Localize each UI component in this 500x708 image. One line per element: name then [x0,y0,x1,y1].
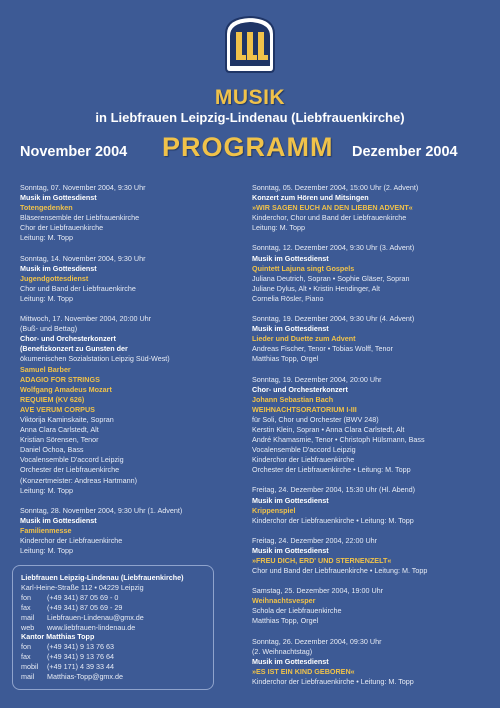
event-type: Musik im Gottesdienst [252,545,329,555]
event-detail: Leitung: M. Topp [20,485,74,495]
event-highlight: Lieder und Duette zum Advent [252,334,356,344]
event-detail: Leitung: M. Topp [252,223,306,233]
event-detail: Kinderchor der Liebfrauenkirche • Leitung: M. Topp [252,515,414,525]
program-heading: PROGRAMM [162,132,334,162]
event-highlight: »WIR SAGEN EUCH AN DEN LIEBEN ADVENT« [252,203,413,213]
contact-value: Matthias-Topp@gmx.de [47,672,124,682]
event-date: (2. Weihnachtstag) [252,646,313,656]
contact-line [21,623,205,633]
event-detail: Viktorija Kaminskaite, Sopran [20,414,114,424]
cantor-contact-lines [21,642,205,682]
right-month: Dezember 2004 [352,144,458,160]
contact-line [21,593,205,603]
contact-value: (+49 341) 9 13 76 63 [47,642,114,652]
event-highlight: Johann Sebastian Bach [252,394,334,404]
december-events [252,183,492,697]
contact-label: fon [21,592,31,602]
event-date: Samstag, 25. Dezember 2004, 19:00 Uhr [252,586,384,596]
event-detail: Kinderchor der Liebfrauenkirche • Leitung: M. Topp [252,676,414,686]
event-type: Musik im Gottesdienst [20,193,97,203]
event-detail: Cornelia Rösler, Piano [252,293,324,303]
event-highlight: Quintett Lajuna singt Gospels [252,263,355,273]
contact-church-name: Liebfrauen Leipzig-Lindenau (Liebfrauenkirche) [21,573,184,582]
event-highlight: »ES IST EIN KIND GEBOREN« [252,666,355,676]
event-highlight: AVE VERUM CORPUS [20,404,95,414]
contact-value: Liebfrauen-Lindenau@gmx.de [47,612,144,622]
event-type: Musik im Gottesdienst [252,324,329,334]
event-detail: Chor und Band der Liebfrauenkirche [20,283,136,293]
event-block [20,254,252,304]
contact-label: mail [21,612,35,622]
event-type: Musik im Gottesdienst [252,253,329,263]
event-highlight: WEIHNACHTSORATORIUM I-III [252,404,357,414]
contact-box [12,565,214,690]
event-detail: André Khamasmie, Tenor • Christoph Hülsmann, Bass [252,435,425,445]
event-detail: Bläserensemble der Liebfrauenkirche [20,213,140,223]
event-date: Sonntag, 19. Dezember 2004, 20:00 Uhr [252,374,382,384]
church-contact-lines [21,593,205,633]
event-date: Sonntag, 12. Dezember 2004, 9:30 Uhr (3. Advent) [252,243,415,253]
contact-label: fon [21,642,31,652]
event-type: Chor- und Orchesterkonzert [20,334,116,344]
event-detail: Kinderchor, Chor und Band der Liebfrauenkirche [252,213,407,223]
contact-line [21,652,205,662]
contact-value: (+49 341) 9 13 76 64 [47,652,114,662]
event-detail: Leitung: M. Topp [20,546,74,556]
event-date: Sonntag, 07. November 2004, 9:30 Uhr [20,183,146,192]
event-type: (Benefizkonzert zu Gunsten der [20,344,128,354]
event-block [252,375,492,476]
event-detail: Chor der Liebfrauenkirche [20,223,104,233]
event-detail: Vocalensemble D'accord Leipzig [252,445,356,455]
event-block [252,637,492,687]
event-detail: Kinderchor der Liebfrauenkirche [252,455,355,465]
contact-cantor-name: Kantor Matthias Topp [21,632,95,642]
event-detail: Vocalensemble D'accord Leipzig [20,455,124,465]
event-detail: Orchester der Liebfrauenkirche • Leitung: M. Topp [252,465,411,475]
event-detail: Matthias Topp, Orgel [252,616,319,626]
page-subtitle: in Liebfrauen Leipzig-Lindenau (Liebfrauenkirche) [95,110,405,125]
event-detail: Kristian Sörensen, Tenor [20,435,99,445]
event-block [252,536,492,576]
contact-label: mail [21,672,35,682]
event-block [20,506,252,556]
event-date: Freitag, 24. Dezember 2004, 22:00 Uhr [252,535,378,545]
event-highlight: ADAGIO FOR STRINGS [20,374,100,384]
event-type: Musik im Gottesdienst [20,263,97,273]
event-detail: Matthias Topp, Orgel [252,354,319,364]
event-detail: (Konzertmeister: Andreas Hartmann) [20,475,138,485]
contact-line [21,603,205,613]
event-block [20,314,252,496]
contact-value: www.liebfrauen-lindenau.de [47,622,136,632]
event-highlight: Familienmesse [20,525,72,535]
event-detail: für Soli, Chor und Orchester (BWV 248) [252,414,379,424]
contact-value: (+49 341) 87 05 69 - 29 [47,602,123,612]
event-type: Musik im Gottesdienst [252,495,329,505]
event-detail: Orchester der Liebfrauenkirche [20,465,120,475]
event-date: Sonntag, 05. Dezember 2004, 15:00 Uhr (2. Advent) [252,183,419,192]
event-highlight: Samuel Barber [20,364,71,374]
contact-line [21,672,205,682]
page-title: MUSIK [214,86,286,109]
event-type: Konzert zum Hören und Mitsingen [252,193,369,203]
left-month: November 2004 [20,144,128,160]
event-highlight: Weihnachtsvesper [252,596,316,606]
contact-address: Karl-Heine-Straße 112 • 04229 Leipzig [21,582,144,592]
event-highlight: Krippenspiel [252,505,296,515]
event-highlight: Wolfgang Amadeus Mozart [20,384,112,394]
event-detail: Leitung: M. Topp [20,233,74,243]
event-detail: ökumenischen Sozialstation Leipzig Süd-West) [20,354,170,364]
church-logo-icon [222,14,278,74]
event-block [252,586,492,626]
event-detail: Chor und Band der Liebfrauenkirche • Leitung: M. Topp [252,566,428,576]
program-banner [0,132,500,166]
event-block [252,485,492,525]
event-date: Sonntag, 26. Dezember 2004, 09:30 Uhr [252,636,382,646]
contact-label: mobil [21,662,39,672]
event-type: Musik im Gottesdienst [20,515,97,525]
event-date: Freitag, 24. Dezember 2004, 15:30 Uhr (Hl. Abend) [252,485,416,495]
contact-line [21,613,205,623]
event-detail: Kinderchor der Liebfrauenkirche [20,536,123,545]
contact-value: (+49 341) 87 05 69 - 0 [47,592,119,602]
contact-value: (+49 171) 4 39 33 44 [47,662,114,672]
event-type: Chor- und Orchesterkonzert [252,384,348,394]
contact-label: fax [21,652,31,662]
contact-line [21,662,205,672]
event-date: Sonntag, 19. Dezember 2004, 9:30 Uhr (4. Advent) [252,314,415,324]
event-detail: Leitung: M. Topp [20,293,74,303]
event-date: (Buß- und Bettag) [20,324,78,334]
contact-label: fax [21,602,31,612]
event-detail: Juliane Dylus, Alt • Kristin Hendinger, Alt [252,283,380,293]
event-detail: Juliana Deutrich, Sopran • Sophie Gläser, Sopran [252,273,410,283]
event-detail: Kerstin Klein, Sopran • Anna Clara Carlstedt, Alt [252,424,405,434]
event-date: Sonntag, 28. November 2004, 9:30 Uhr (1. Advent) [20,505,183,515]
event-type: Musik im Gottesdienst [252,656,329,666]
event-highlight: REQUIEM (KV 626) [20,394,85,404]
event-block [252,183,492,233]
event-detail: Anna Clara Carlstedt, Alt [20,425,99,435]
contact-line [21,642,205,652]
event-detail: Schola der Liebfrauenkirche [252,606,342,616]
event-detail: Daniel Ochoa, Bass [20,445,84,455]
november-events [20,183,252,566]
event-detail: Andreas Fischer, Tenor • Tobias Wolff, Tenor [252,344,393,354]
event-block [252,314,492,364]
contact-label: web [21,622,35,632]
event-block [20,183,252,244]
event-highlight: Jugendgottesdienst [20,273,89,283]
event-block [252,243,492,304]
event-highlight: Totengedenken [20,203,73,213]
event-date: Sonntag, 14. November 2004, 9:30 Uhr [20,253,146,263]
event-highlight: »FREU DICH, ERD' UND STERNENZELT« [252,556,392,565]
event-date: Mittwoch, 17. November 2004, 20:00 Uhr [20,314,152,324]
